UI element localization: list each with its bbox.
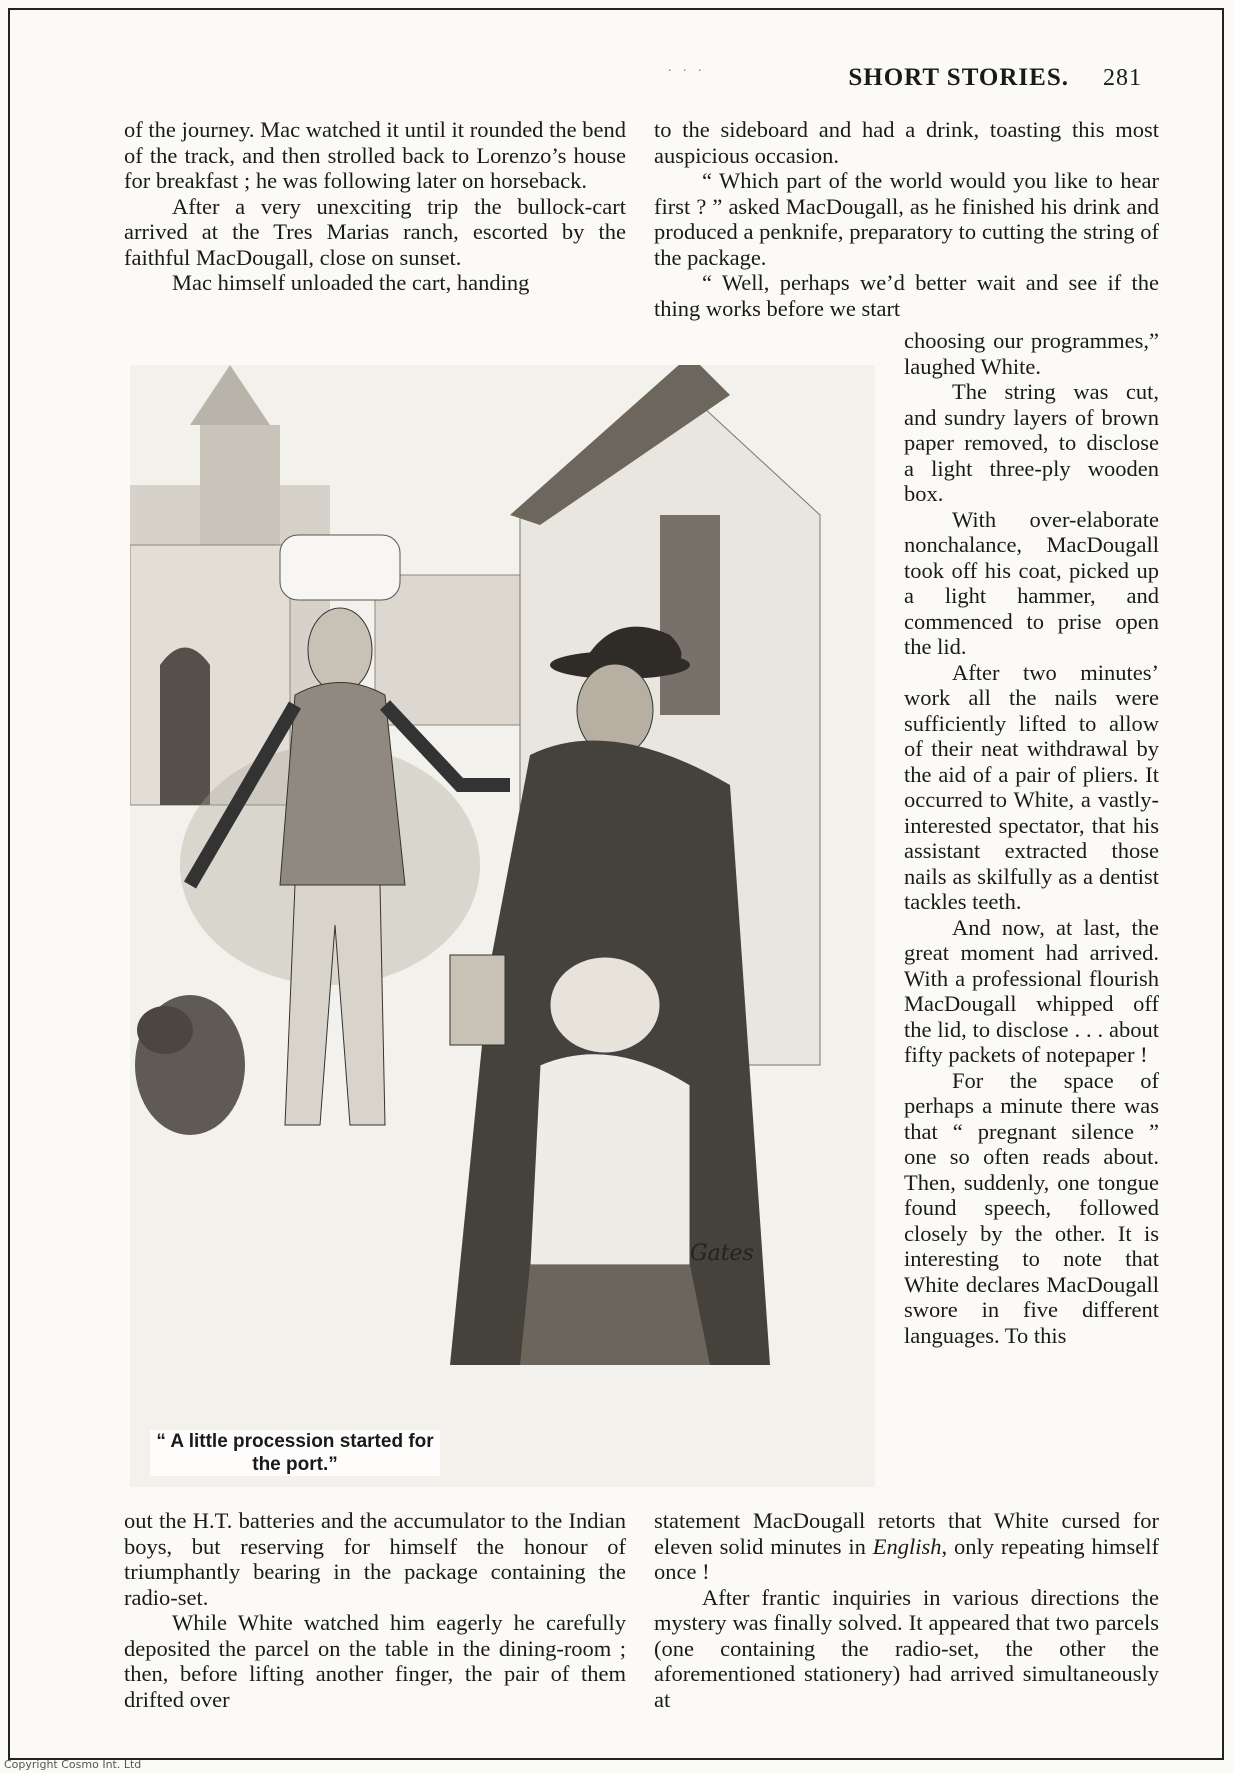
paragraph: After a very unexciting trip the bullock-cart arrived at the Tres Marias ranch, escorted by the faithful MacDougall, close on sunset. xyxy=(124,193,626,270)
story-illustration xyxy=(130,365,875,1487)
paragraph: And now, at last, the great moment had arrived. With a professional flourish MacDougall whipped off the lid, to disclose . . . about fifty packets of notepaper ! xyxy=(904,914,1159,1067)
paragraph: After frantic inquiries in various directions the mystery was finally solved. It appeared that two parcels (one containing the radio-set, the other the aforementioned stationery) had arrived simultaneously at xyxy=(654,1584,1159,1712)
paragraph: For the space of perhaps a minute there was that “ pregnant silence ” one so often reads about. Then, suddenly, one tongue found speech, followed closely by the other. It is interesting to note that White declares MacDougall swore in five different languages. To this xyxy=(904,1067,1159,1348)
paragraph: choosing our programmes,” laughed White. xyxy=(904,328,1159,379)
paragraph: to the sideboard and had a drink, toasting this most auspicious occasion. xyxy=(654,117,1159,168)
paragraph xyxy=(654,1508,1159,1585)
paragraph: While White watched him eagerly he carefully deposited the parcel on the table in the dining-room ; then, before lifting another finger, the pair of them drifted over xyxy=(124,1610,626,1712)
left-column-bottom xyxy=(124,1508,626,1712)
illustration-caption: “ A little procession started for the port.” xyxy=(150,1430,440,1476)
paragraph: After two minutes’ work all the nails were sufficiently lifted to allow of their neat withdrawal by the aid of a pair of pliers. It occurred to White, a vastly-interested spectator, that his assistant extracted those nails as skilfully as a dentist tackles teeth. xyxy=(904,659,1159,914)
paragraph: of the journey. Mac watched it until it rounded the bend of the track, and then strolled back to Lorenzo’s house for breakfast ; he was following later on horseback. xyxy=(124,117,626,193)
header-dots: . . . xyxy=(668,60,706,75)
paragraph: With over-elaborate nonchalance, MacDougall took off his coat, picked up a light hammer, and commenced to prise open the lid. xyxy=(904,506,1159,659)
copyright-notice: Copyright Cosmo Int. Ltd xyxy=(4,1758,142,1771)
emphasis-english: English xyxy=(872,1533,942,1559)
paragraph: The string was cut, and sundry layers of brown paper removed, to disclose a light three-ply wooden box. xyxy=(904,379,1159,506)
paragraph-text: , only repeating himself once ! xyxy=(654,1533,1160,1584)
page-number: 281 xyxy=(1103,65,1142,91)
right-column-bottom xyxy=(654,1508,1159,1712)
paragraph: “ Well, perhaps we’d better wait and see if the thing works before we start xyxy=(654,270,1159,321)
running-title: SHORT STORIES. xyxy=(848,64,1069,91)
paragraph-text: statement MacDougall retorts that White cursed for eleven solid minutes in xyxy=(654,1508,1159,1559)
running-head xyxy=(848,64,1142,92)
left-column-top xyxy=(124,117,626,296)
artist-signature: Gates xyxy=(690,1241,754,1266)
right-column-narrow xyxy=(904,328,1159,1348)
street-scene-drawing xyxy=(130,365,875,1487)
paragraph: out the H.T. batteries and the accumulator to the Indian boys, but reserving for himself the honour of triumphantly bearing in the package containing the radio-set. xyxy=(124,1508,626,1610)
paragraph: Mac himself unloaded the cart, handing xyxy=(172,270,530,295)
right-column-top xyxy=(654,117,1159,321)
paragraph: “ Which part of the world would you like to hear first ? ” asked MacDougall, as he finished his drink and produced a penknife, preparatory to cutting the string of the package. xyxy=(654,168,1159,270)
